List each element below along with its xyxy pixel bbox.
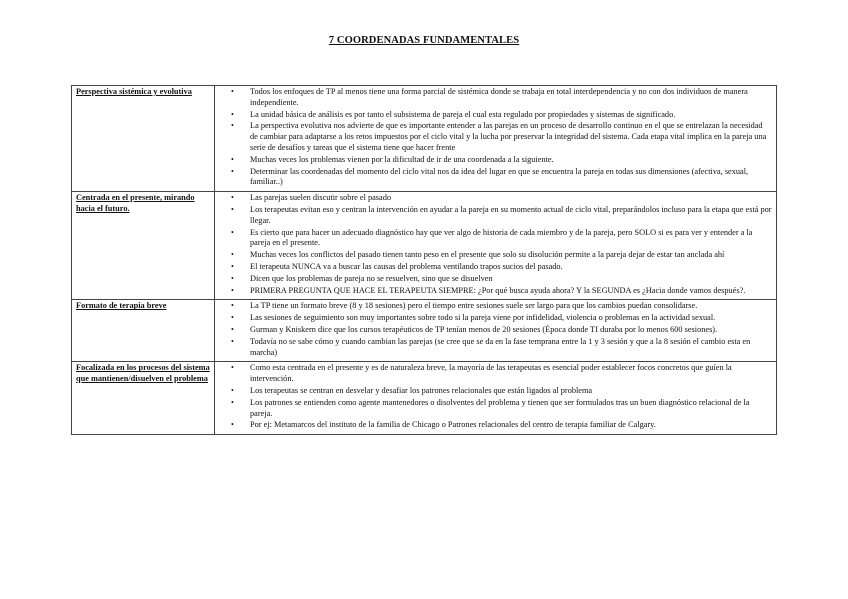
section-content-presente — [215, 192, 777, 300]
section-label-focalizada: Focalizada en los procesos del sistema que mantienen/disuelven el problema — [72, 362, 215, 435]
section-label-presente: Centrada en el presente, mirando hacia el futuro. — [72, 192, 215, 300]
list-item: • Determinar las coordenadas del momento del ciclo vital nos da idea del lugar en que se encuentra la pareja en todas sus dimensiones (afectiva, sexual, familiar..) — [219, 167, 772, 189]
document-title: 7 COORDENADAS FUNDAMENTALES — [328, 35, 520, 46]
bullet-list — [219, 363, 772, 431]
list-item: • Gurman y Kniskern dice que los cursos terapéuticos de TP tenían menos de 20 sesiones (Época donde TI duraba por lo menos 600 sesiones). — [219, 325, 772, 336]
coordinates-table — [71, 85, 777, 435]
list-item: • Las parejas suelen discutir sobre el pasado — [219, 193, 772, 204]
section-content-focalizada — [215, 362, 777, 435]
table-row — [72, 300, 777, 362]
list-item: • Los terapeutas se centran en desvelar y desafiar los patrones relacionales que están ligados al problema — [219, 386, 772, 397]
list-item: • La unidad básica de análisis es por tanto el subsistema de pareja el cual esta regulado por propiedades y sistemas de significado. — [219, 110, 772, 121]
section-label-formato: Formato de terapia breve — [72, 300, 215, 362]
table-row — [72, 362, 777, 435]
list-item: • Los patrones se entienden como agente mantenedores o disolventes del problema y tienen que ser formulados tras un buen diagnóstico relacional de la pareja. — [219, 398, 772, 420]
list-item: • Los terapeutas evitan eso y centran la intervención en ayudar a la pareja en su momento actual de ciclo vital, preparándolos incluso para la etapa que está por llegar. — [219, 205, 772, 227]
bullet-list — [219, 193, 772, 296]
list-item: • Como esta centrada en el presente y es de naturaleza breve, la mayoría de las terapeutas es esencial poder establecer focos concretos que guíen la intervención. — [219, 363, 772, 385]
list-item: • La perspectiva evolutiva nos advierte de que es importante entender a las parejas en un proceso de desarrollo continuo en el que se entrelazan la necesidad de cambiar para adaptarse a los retos impuestos por el ciclo vital y la lucha por preservar la integridad del sistema. Cada etapa vital implica en la pareja una serie de desafíos y tareas que el sistema tiene que hacer frente — [219, 121, 772, 153]
list-item: • PRIMERA PREGUNTA QUE HACE EL TERAPEUTA SIEMPRE: ¿Por qué busca ayuda ahora? Y la SEGUNDA es ¿Hacia donde vamos después?. — [219, 286, 772, 297]
list-item: • Dicen que los problemas de pareja no se resuelven, sino que se disuelven — [219, 274, 772, 285]
list-item: • Todos los enfoques de TP al menos tiene una forma parcial de sistémica donde se trabaja en total interdependencia y no con dos individuos de manera independiente. — [219, 87, 772, 109]
list-item: • Las sesiones de seguimiento son muy importantes sobre todo si la pareja viene por infidelidad, violencia o problemas en la actividad sexual. — [219, 313, 772, 324]
list-item: • Todavía no se sabe cómo y cuando cambian las parejas (se cree que se da en la fase temprana entre la 1 y 3 sesión y que a la 8 sesión el cambio esta en marcha) — [219, 337, 772, 359]
list-item: • La TP tiene un formato breve (8 y 18 sesiones) pero el tiempo entre sesiones suele ser largo para que los cambios puedan consolidarse. — [219, 301, 772, 312]
table-row — [72, 192, 777, 300]
bullet-list — [219, 301, 772, 358]
section-content-formato — [215, 300, 777, 362]
list-item: • El terapeuta NUNCA va a buscar las causas del problema ventilando trapos sucios del pasado. — [219, 262, 772, 273]
list-item: • Muchas veces los conflictos del pasado tienen tanto peso en el presente que solo su disolución permite a la pareja dejar de estar tan anclada ahí — [219, 250, 772, 261]
table-row — [72, 86, 777, 192]
list-item: • Muchas veces los problemas vienen por la dificultad de ir de una coordenada a la siguiente. — [219, 155, 772, 166]
section-label-perspectiva: Perspectiva sistémica y evolutiva — [72, 86, 215, 192]
list-item: • Es cierto que para hacer un adecuado diagnóstico hay que ver algo de historia de cada miembro y de la pareja, pero SOLO si es para ver y entender a la pareja en el presente. — [219, 228, 772, 250]
list-item: • Por ej: Metamarcos del instituto de la familia de Chicago o Patrones relacionales del centro de terapia familiar de Calgary. — [219, 420, 772, 431]
section-content-perspectiva — [215, 86, 777, 192]
bullet-list — [219, 87, 772, 188]
